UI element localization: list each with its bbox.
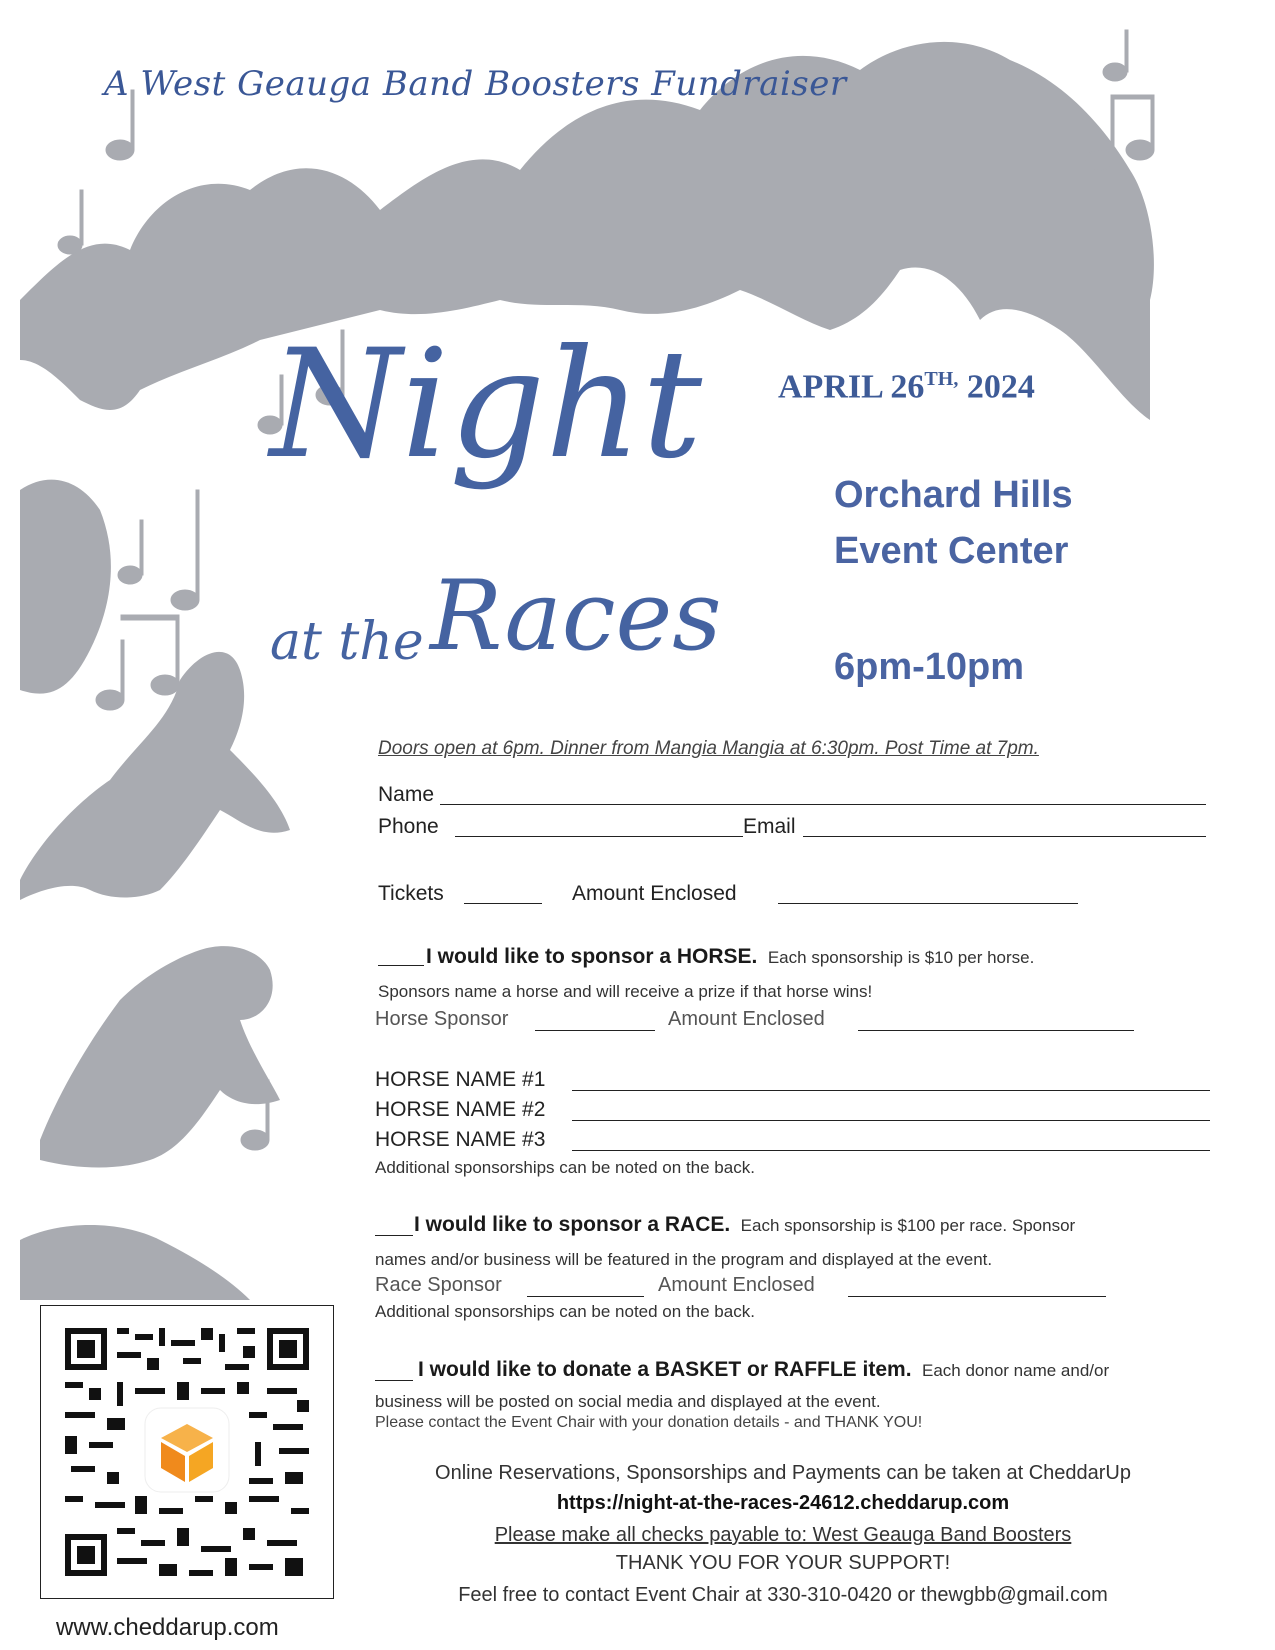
online-info: Online Reservations, Sponsorships and Payments can be taken at CheddarUp [435,1462,1131,1484]
race-additional-note: Additional sponsorships can be noted on the back. [375,1302,755,1321]
race-sponsor-label: Race Sponsor [375,1274,502,1296]
qr-code-box[interactable] [40,1305,334,1599]
horse-silhouette-icon [20,480,111,694]
event-date-suffix: TH, [924,368,959,390]
event-title-at-the: at the [270,612,424,672]
horse-name-2-field[interactable] [572,1120,1210,1121]
email-label: Email [743,815,796,838]
race-amount-label: Amount Enclosed [658,1274,815,1296]
qr-code-icon [41,1306,333,1598]
race-sponsor-lead: I would like to sponsor a RACE. [414,1213,731,1236]
music-note-icon [1103,30,1128,81]
amount-enclosed-field[interactable] [778,903,1078,904]
horse-amount-label: Amount Enclosed [668,1008,825,1030]
race-sponsor-check-field[interactable] [375,1235,413,1236]
horse-sponsor-label: Horse Sponsor [375,1008,509,1030]
event-time: 6pm-10pm [834,646,1025,688]
race-sponsor-field[interactable] [527,1296,644,1297]
event-date-main: APRIL 26 [778,368,925,406]
horse-name-1-label: HORSE NAME #1 [375,1068,546,1091]
music-note-icon [96,615,179,710]
music-note-icon [118,490,199,610]
venue-line-1: Orchard Hills [834,474,1073,516]
amount-enclosed-label: Amount Enclosed [572,882,737,905]
cheddarup-url-link[interactable]: https://night-at-the-races-24612.cheddarup.com [556,1492,1010,1514]
horse-silhouette-icon [20,1225,250,1300]
event-title-races: Races [430,560,722,672]
music-note-icon [58,190,83,254]
fundraiser-header: A West Geauga Band Boosters Fundraiser [104,64,847,104]
event-date-year: 2024 [966,368,1035,406]
donation-detail-2: business will be posted on social media and displayed at the event. [375,1392,881,1411]
donation-check-field[interactable] [375,1380,413,1381]
donation-detail-1: Each donor name and/or [921,1361,1110,1380]
phone-label: Phone [378,815,439,838]
contact-info: Feel free to contact Event Chair at 330-310-0420 or thewgbb@gmail.com [458,1584,1108,1606]
race-sponsor-detail: names and/or business will be featured in the program and displayed at the event. [375,1250,993,1269]
race-sponsor-heading [414,1213,1075,1237]
event-date [778,368,1035,406]
event-title-night: Night [270,318,703,492]
tickets-field[interactable] [464,903,542,904]
thank-you-note: THANK YOU FOR YOUR SUPPORT! [615,1552,951,1574]
horse-sponsor-check-field[interactable] [378,965,424,966]
horse-name-1-field[interactable] [572,1090,1210,1091]
cheddarup-logo-icon [145,1408,229,1492]
race-sponsor-price: Each sponsorship is $100 per race. Sponsor [740,1216,1076,1235]
qr-caption: www.cheddarup.com [56,1614,279,1641]
venue-line-2: Event Center [834,530,1069,572]
horse-additional-note: Additional sponsorships can be noted on the back. [375,1158,755,1177]
horse-sponsor-detail: Sponsors name a horse and will receive a prize if that horse wins! [378,982,873,1001]
tickets-label: Tickets [378,882,444,905]
donation-heading [418,1358,1109,1382]
checks-payable-note: Please make all checks payable to: West Geauga Band Boosters [494,1524,1072,1546]
phone-field[interactable] [455,836,743,837]
donation-detail-3: Please contact the Event Chair with your donation details - and THANK YOU! [375,1414,923,1431]
horse-name-3-field[interactable] [572,1150,1210,1151]
name-field[interactable] [440,804,1206,805]
horse-amount-field[interactable] [858,1030,1134,1031]
email-field[interactable] [803,836,1206,837]
race-amount-field[interactable] [848,1296,1106,1297]
horse-name-3-label: HORSE NAME #3 [375,1128,546,1151]
horse-sponsor-heading [426,945,1034,969]
donation-lead: I would like to donate a BASKET or RAFFLE item. [418,1358,912,1381]
horse-sponsor-price: Each sponsorship is $10 per horse. [767,948,1035,967]
horse-sponsor-lead: I would like to sponsor a HORSE. [426,945,758,968]
horse-name-2-label: HORSE NAME #2 [375,1098,546,1121]
horse-sponsor-field[interactable] [535,1030,655,1031]
name-label: Name [378,783,435,806]
doors-info: Doors open at 6pm. Dinner from Mangia Mangia at 6:30pm. Post Time at 7pm. [378,738,1039,759]
